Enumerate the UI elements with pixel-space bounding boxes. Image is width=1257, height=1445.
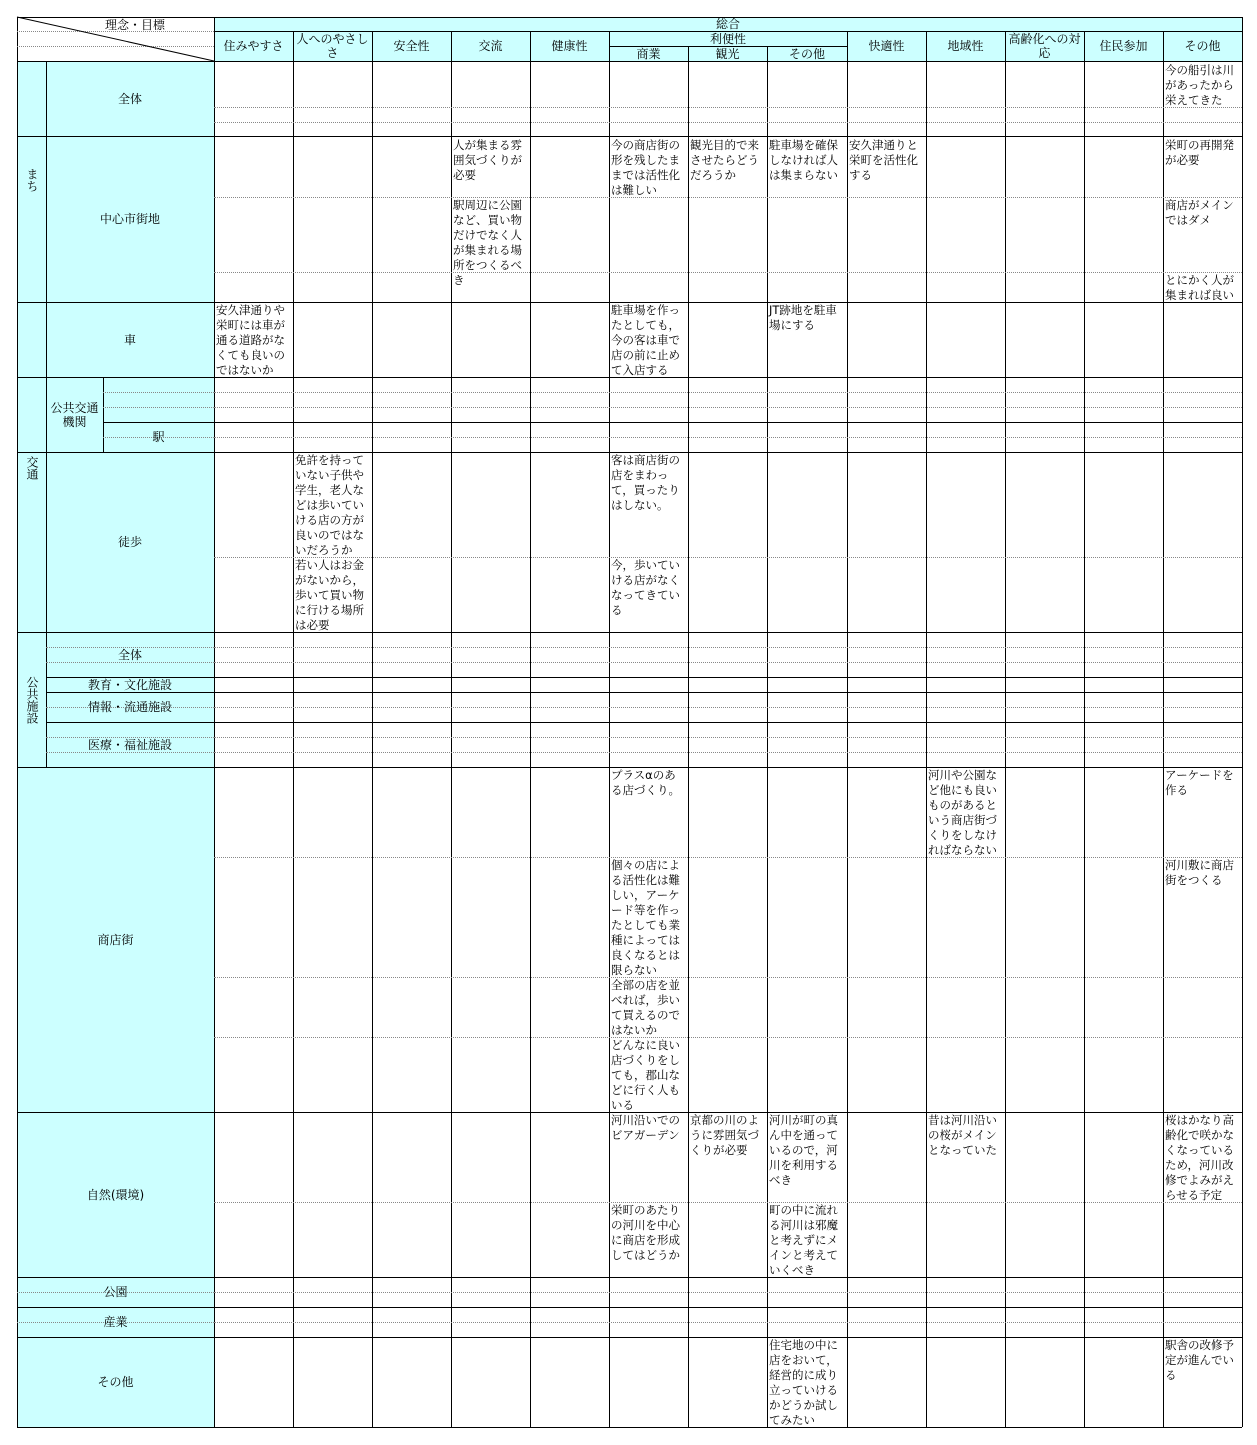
cell-shizen-chiiki-1: 昔は河川沿いの桜がメインとなっていた <box>928 1113 997 1157</box>
col-header-sonota: その他 <box>1184 39 1221 53</box>
cell-chushin-sonota-1: 栄町の再開発が必要 <box>1165 138 1234 167</box>
grid-line-dotted <box>214 122 1242 123</box>
cell-shizen-bsonota-2: 町の中に流れる河川は邪魔と考えずにメインと考えていくべき <box>769 1203 838 1277</box>
grid-line-dotted <box>214 407 1242 408</box>
row-label-shotengai: 商店街 <box>97 932 134 947</box>
grid-line-vertical <box>847 31 848 1427</box>
cell-shizen-shogyo-1: 河川沿いでのビアガーデン <box>611 1113 680 1142</box>
row-label-toho: 徒歩 <box>117 535 142 549</box>
col-header-koreika: 高齢化への対応 <box>1008 32 1081 60</box>
row-group-kokyo-shisetsu <box>17 665 46 735</box>
grid-line-vertical <box>926 31 927 1427</box>
grid-line <box>17 632 46 633</box>
grid-line-vertical <box>1005 31 1006 1427</box>
grid-line <box>17 1427 1242 1428</box>
cell-kuruma-shogyo: 駐車場を作ったとしても，今の客は車で店の前に止めて入店する <box>611 303 680 377</box>
grid-line-dotted <box>214 197 1242 198</box>
grid-line-dotted <box>214 272 1242 273</box>
cell-shoten-shogyo-2: 個々の店による活性化は難しい，アーケード等を作ったとしても業種によっては良くなるとは限らない <box>611 858 680 977</box>
grid-line-dotted <box>214 662 1242 663</box>
grid-line-dotted <box>103 392 214 393</box>
grid-line <box>103 422 1242 423</box>
cell-chushin-sonota-2: 商店がメインではダメ <box>1165 198 1234 227</box>
cell-kuruma-bsonota: JT跡地を駐車場にする <box>769 303 837 332</box>
grid-line-dotted <box>214 1202 1242 1203</box>
col-header-sumiyasusa: 住みやすさ <box>223 39 284 53</box>
cell-chushin-kanko-1: 観光目的で来させたらどうだろうか <box>690 138 759 182</box>
row-label-sangyo: 産業 <box>103 1315 128 1329</box>
cell-chushin-koryu-1: 人が集まる雰囲気づくりが必要 <box>453 138 522 182</box>
group-header-sougou: 総合 <box>715 17 740 31</box>
col-header-kaitekisei: 快適性 <box>868 39 905 53</box>
grid-line-dotted <box>214 1037 1242 1038</box>
cell-machi-zentai-sonota: 今の船引は川があったから栄えてきた <box>1165 63 1234 107</box>
cell-sonota-sonota: 駅舎の改修予定が進んでいる <box>1165 1338 1234 1382</box>
grid-line-dotted <box>103 407 214 408</box>
cell-shoten-sonota-2: 河川敷に商店街をつくる <box>1165 858 1234 887</box>
cell-toho-shogyo-2: 今，歩いていける店がなくなってきている <box>611 558 680 617</box>
row-group-kotsu <box>17 448 46 488</box>
grid-line <box>46 692 1242 693</box>
grid-line-dotted <box>214 647 1242 648</box>
cell-shizen-shogyo-2: 栄町のあたりの河川を中心に商店を形成してはどうか <box>611 1203 680 1262</box>
cell-toho-yasashi-2: 若い人はお金がないから，歩いて買い物に行ける場所は必要 <box>295 558 364 632</box>
col-header-koryu: 交流 <box>478 39 503 53</box>
row-label-shizen: 自然(環境) <box>86 1187 145 1202</box>
grid-line-vertical <box>1242 31 1243 1427</box>
row-label-koen: 公園 <box>103 1285 128 1299</box>
grid-line-dotted <box>214 752 1242 753</box>
cell-shoten-shogyo-1: プラスαのある店づくり。 <box>611 768 680 797</box>
grid-line-dotted <box>214 977 1242 978</box>
cell-sonota-bsonota: 住宅地の中に店をおいて，経営的に成り立っていけるかどうか試してみたい <box>769 1338 838 1427</box>
col-header-yasashisa: 人へのやさしさ <box>296 32 369 60</box>
group-header-riben: 利便性 <box>709 31 746 46</box>
row-label-kyoiku: 教育・文化施設 <box>87 677 172 692</box>
cell-shizen-kanko-1: 京都の川のように雰囲気づくりが必要 <box>690 1113 759 1157</box>
row-group-kotsu-text: 交通 <box>25 456 39 480</box>
cell-chushin-sonota-3: とにかく人が集まれば良い <box>1165 273 1234 302</box>
row-label-sonota: その他 <box>97 1375 134 1389</box>
cell-shoten-chiiki-1: 河川や公園など他にも良いものがあるという商店街づくりをしなければならない <box>928 768 997 857</box>
corner-header: 理念・目標 <box>104 18 165 32</box>
col-header-kanko: 観光 <box>715 46 740 61</box>
cell-toho-yasashi-1: 免許を持っていない子供や学生，老人などは歩いていける店の方が良いのではないだろうか <box>295 453 364 557</box>
grid-line <box>17 302 46 303</box>
grid-line <box>46 677 1242 678</box>
grid-line-dotted <box>214 707 1242 708</box>
row-label-kuruma: 車 <box>123 332 136 347</box>
cell-kuruma-sumi: 安久津通りや栄町には車が通る道路がなくても良いのではないか <box>216 303 285 377</box>
col-header-anzensei: 安全性 <box>393 39 430 53</box>
col-header-shogyo: 商業 <box>636 46 661 61</box>
cell-chushin-bsonota-1: 駐車場を確保しなければ人は集まらない <box>769 138 838 182</box>
row-group-machi <box>17 160 46 200</box>
cell-chushin-shogyo-1: 今の商店街の形を残したままでは活性化は難しい <box>611 138 680 197</box>
grid-line-dotted <box>214 392 1242 393</box>
col-header-jumin: 住民参加 <box>1099 39 1148 53</box>
cell-shoten-shogyo-4: どんなに良い店づくりをしても，郡山などに行く人もいる <box>611 1038 680 1112</box>
row-label-eki: 駅 <box>152 430 165 444</box>
row-label-kokyo-zentai: 全体 <box>117 647 142 662</box>
grid-line <box>46 722 1242 723</box>
grid-line-dotted <box>214 1322 1242 1323</box>
cell-shoten-shogyo-3: 全部の店を並べれば，歩いて買えるのではないか <box>611 978 680 1037</box>
grid-line-vertical <box>372 31 373 1427</box>
grid-line-dotted <box>214 737 1242 738</box>
row-group-kokyo-shisetsu-text: 公共施設 <box>25 676 39 724</box>
cell-shizen-bsonota-1: 河川が町の真ん中を通っているので，河川を利用するべき <box>769 1113 838 1187</box>
col-header-chiikisei: 地域性 <box>947 39 984 53</box>
row-label-kokyo-kotsu: 公共交通機関 <box>50 400 99 429</box>
grid-line-vertical <box>293 31 294 1427</box>
cell-shoten-sonota-1: アーケードを作る <box>1165 768 1234 797</box>
grid-line-vertical <box>530 31 531 1427</box>
row-label-machi-zentai: 全体 <box>117 92 142 106</box>
cell-chushin-kaiteki-1: 安久津通りと栄町を活性化する <box>849 138 918 182</box>
col-header-riben-sonota: その他 <box>788 46 825 61</box>
row-label-joho: 情報・流通施設 <box>87 700 172 714</box>
row-label-iryo: 医療・福祉施設 <box>87 737 172 752</box>
cell-chushin-koryu-2: 駅周辺に公園など、買い物だけでなく人が集まれる場所をつくるべき <box>453 198 522 287</box>
grid-line-vertical <box>1084 31 1085 1427</box>
grid-line-dotted <box>214 1292 1242 1293</box>
cell-shizen-sonota-1: 桜はかなり高齢化で咲かなくなっているため，河川改修でよみがえらせる予定 <box>1165 1113 1234 1202</box>
cell-toho-shogyo-1: 客は商店街の店をまわって，買ったりはしない。 <box>611 453 680 512</box>
grid-line-dotted <box>214 857 1242 858</box>
grid-line-dotted <box>214 437 1242 438</box>
row-group-machi-text: まち <box>25 168 39 192</box>
row-label-chushin: 中心市街地 <box>99 212 160 226</box>
grid-line-dotted <box>214 107 1242 108</box>
col-header-kenkosei: 健康性 <box>551 39 588 53</box>
